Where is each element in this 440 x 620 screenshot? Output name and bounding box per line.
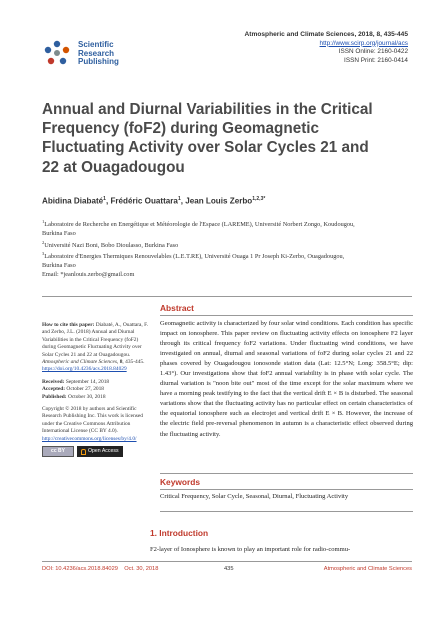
abstract-body: Geomagnetic activity is characterized by four solar wind conditions. Each condition has specific impact on ionosphere. This paper review on fluctuating activity effects on ionosphere F2 layer through its critical frequency foF2 variations. Under fluctuating wind conditions, we have investigated on annual, diurnal and seasonal variations of foF2 during solar cycles 21 and 22 phases covered by Ouagadougou ionosonde station data (Lat: 12.5°N; Long: 358.5°E; dip: 1.43°). Our investigations show that foF2 annual variability is in phase with solar cycle. The diurnal variation is "noon bite out" most of the time except for the solar maximum where we have a morning peak testifying to the fact that the vertical drift E × B is disturbed. The seasonal variations show that the fluctuating activity has no particular effect on certain characteristics of the equatorial ionosphere such as electrojet and vertical drift E × B. However, the increase of the electric field pre-reversal phenomenon in autumn is a characteristic effect observed during the fluctuating activity.: [160, 320, 413, 438]
divider: [42, 296, 412, 297]
author-list: Abidina Diabaté$^1$, Frédéric Ouattara$^1$, Jean Louis Zerbo$^{1,2,3*}$: [42, 196, 266, 206]
license-link[interactable]: http://creativecommons.org/licenses/by/4.0/: [42, 435, 137, 442]
publisher-name: [78, 41, 119, 67]
journal-info: [245, 31, 408, 65]
accepted-date: October 27, 2018: [66, 386, 104, 393]
publisher-name-line: Scientific: [78, 40, 114, 49]
open-access-label: Open Access: [88, 447, 119, 454]
how-to-cite-label: How to cite this paper:: [42, 322, 95, 328]
affiliation-text: Laboratoire d'Energies Thermiques Renouvelables (L.E.T.RE), Université Ouaga 1 Pr Joseph Ki-Zerbo, Ouagadougou,: [44, 253, 345, 261]
publisher-name-line: Publishing: [78, 57, 119, 67]
affil-number: 2: [42, 239, 45, 245]
affiliation-text: Burkina Faso: [42, 229, 76, 237]
cc-by-badge[interactable]: cc BY: [42, 446, 74, 457]
cite-journal: Atmospheric and Climate Sciences,: [42, 359, 119, 366]
title-line: Fluctuating Activity over Solar Cycles 21 and: [42, 139, 369, 157]
divider: [160, 511, 413, 512]
accepted-label: Accepted:: [42, 386, 66, 393]
author-affil-sup: 1: [103, 196, 106, 202]
journal-url-link[interactable]: http://www.scirp.org/journal/acs: [319, 39, 408, 47]
divider: [160, 473, 413, 474]
published-date: October 30, 2018: [67, 393, 106, 400]
title-line: Frequency (foF2) during Geomagnetic: [42, 120, 320, 138]
corresponding-email: Email: *jeanlouis.zerbo@gmail.com: [42, 270, 135, 278]
title-line: Annual and Diurnal Variabilities in the Critical: [42, 101, 373, 118]
author-affil-sup: 1,2,3*: [252, 196, 266, 202]
article-dates: [42, 379, 150, 401]
received-date: September 14, 2018: [65, 378, 110, 385]
copyright-block: [42, 406, 150, 457]
author-affil-sup: 1: [177, 196, 181, 202]
issn-online: ISSN Online: 2160-0422: [338, 48, 408, 56]
divider: [160, 315, 413, 316]
footer-doi[interactable]: DOI: 10.4236/acs.2018.84029: [42, 566, 118, 572]
divider: [42, 561, 412, 562]
publisher-logo: [42, 38, 172, 70]
affiliation-text: Laboratoire de Recherche en Energétique et Météorologie de l'Espace (LAREME), Université Norbert Zongo, Koudougou,: [44, 221, 355, 229]
title-line: 22 at Ouagadougou: [42, 158, 185, 176]
cite-pages: , 435-445.: [122, 359, 145, 366]
journal-citation-line: Atmospheric and Climate Sciences, 2018, 8, 435-445: [244, 31, 408, 38]
affil-number: 1: [42, 219, 45, 224]
affiliation-text: Burkina Faso: [42, 262, 76, 270]
received-label: Received:: [42, 378, 65, 385]
how-to-cite: [42, 322, 150, 374]
cite-doi-link[interactable]: https://doi.org/10.4236/acs.2018.84029: [42, 366, 127, 373]
srp-logo-icon: [42, 38, 72, 68]
affiliations: [42, 218, 412, 280]
footer-doi-date: [42, 566, 158, 572]
article-sidebar: [42, 322, 150, 462]
footer-date: Oct. 30, 2018: [124, 566, 159, 572]
abstract-heading: Abstract: [160, 303, 194, 313]
affil-number: 3: [42, 251, 45, 257]
page-footer: [42, 566, 412, 576]
footer-journal: Atmospheric and Climate Sciences: [323, 566, 412, 572]
footer-page-number: 435: [224, 566, 234, 572]
publisher-name-line: Research: [78, 48, 115, 58]
keywords-heading: Keywords: [160, 477, 201, 487]
copyright-text: Copyright © 2018 by authors and Scientific Research Publishing Inc. This work is licensed under the Creative Commons Attribution International License (CC BY 4.0).: [42, 406, 143, 435]
published-label: Published:: [42, 393, 67, 400]
issn-print: ISSN Print: 2160-0414: [344, 56, 408, 64]
open-access-badge: [77, 446, 123, 457]
license-badges: [42, 446, 150, 457]
author-name: Jean Louis Zerbo: [185, 196, 253, 206]
paper-title: [42, 100, 412, 177]
affiliation-text: Université Nazi Boni, Bobo Dioulasso, Burkina Faso: [44, 241, 179, 249]
author-name: Abidina Diabaté: [42, 196, 104, 206]
open-lock-icon: [81, 449, 86, 455]
how-to-cite-text: Diabaté, A., Ouattara, F. and Zerbo, J.L. (2018) Annual and Diurnal Variabilities in the Critical Frequency (foF2) during Geomagnetic Fluctuating Activity over Solar Cycles 21 and 22 at Ouagadougou.: [42, 322, 149, 358]
introduction-text: F2-layer of Ionosphere is known to play an important role for radio-commu-: [150, 546, 351, 553]
introduction-heading: 1. Introduction: [150, 528, 209, 538]
keywords-list: Critical Frequency, Solar Cycle, Seasonal, Diurnal, Fluctuating Activity: [160, 493, 349, 500]
cite-volume: 8: [119, 359, 123, 366]
divider: [160, 489, 413, 490]
author-name: Frédéric Ouattara: [110, 196, 178, 206]
